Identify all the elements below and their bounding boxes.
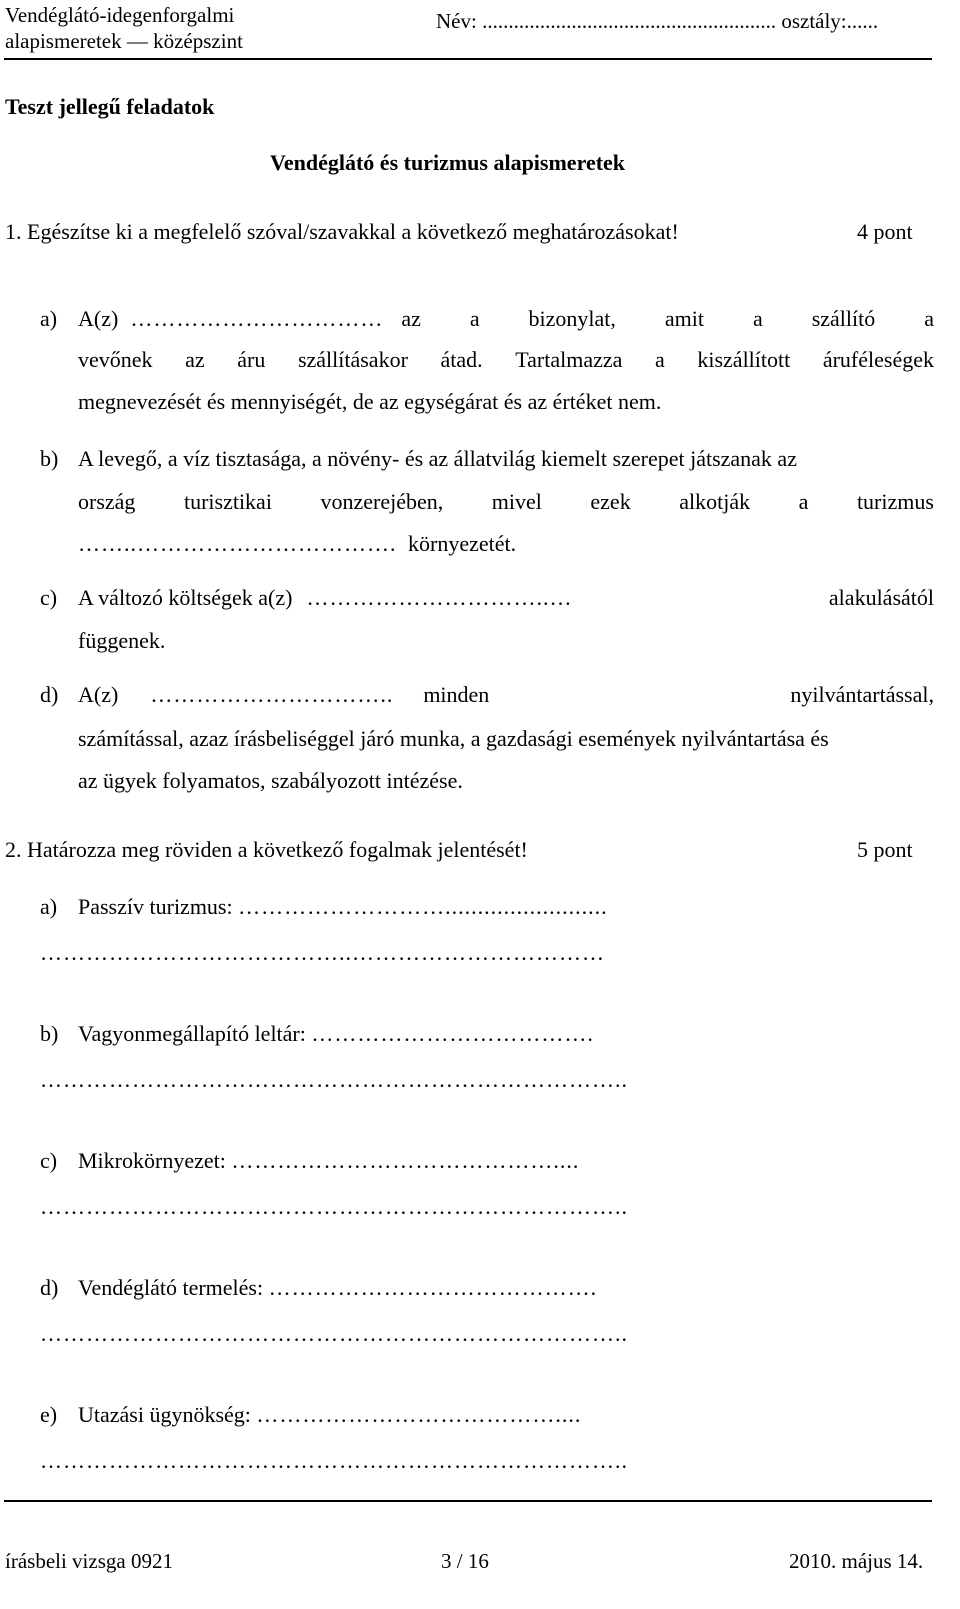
task2-e-label: e) [40, 1402, 58, 1427]
task2-a-line1 [78, 894, 934, 920]
footer-date: 2010. május 14. [789, 1549, 924, 1573]
task1-a-words1: az a bizonylat, amit a szállító a [401, 306, 934, 331]
header-subject-line1: Vendéglátó-idegenforgalmi [5, 3, 235, 27]
task2-c-term: Mikrokörnyezet: [78, 1148, 226, 1173]
task1-b-label: b) [40, 446, 59, 471]
header-rule [4, 58, 932, 60]
task1-a-blank[interactable]: …………………………… [130, 306, 384, 331]
footer-rule [4, 1500, 932, 1502]
task1-a-line2: vevőnek az áru szállításakor átad. Tartalmazza a kiszállított áruféleségek [78, 347, 934, 372]
task2-e-term: Utazási ügynökség: [78, 1402, 251, 1427]
header-subject [5, 2, 243, 54]
task1-points: 4 pont [857, 219, 913, 244]
task1-a-line1 [78, 306, 934, 332]
task2-e-line1 [78, 1402, 934, 1428]
task1-d-blank[interactable]: ………………………….. [150, 682, 394, 707]
task1-c-blank[interactable]: …………………………..… [306, 585, 573, 610]
task2-d-answer-1[interactable]: ……………………………………. [268, 1275, 598, 1300]
section-title: Teszt jellegű feladatok [5, 94, 215, 119]
task1-b-line3: ……..……………………………. környezetét. [78, 531, 517, 556]
task2-d-label: d) [40, 1275, 59, 1300]
task1-d-line3: az ügyek folyamatos, szabályozott intézése. [78, 768, 463, 793]
task2-prompt: 2. Határozza meg röviden a következő fogalmak jelentését! [5, 837, 528, 862]
task1-c-line1: A változó költségek a(z) …………………………..… alakulásától [78, 585, 934, 610]
task2-b-answer-2[interactable]: ………………………………………………………………….. [40, 1067, 628, 1092]
task2-c-answer-1[interactable]: …………………………………….... [231, 1148, 580, 1173]
task1-d-line1: A(z) ………………………….. minden nyilvántartással, [78, 682, 934, 707]
header-subject-line2: alapismeretek — középszint [5, 29, 243, 53]
task2-a-answer-2[interactable]: …………………………………..…………………………… [40, 940, 605, 965]
task1-b-line2: ország turisztikai vonzerejében, mivel ezek alkotják a turizmus [78, 489, 934, 514]
task2-points: 5 pont [857, 837, 913, 862]
task1-b-blank[interactable]: ……..……………………………. [78, 531, 397, 556]
task2-c-line1 [78, 1148, 934, 1174]
task1-a-line3: megnevezését és mennyiségét, de az egységárat és az értéket nem. [78, 389, 662, 414]
footer-page-number: 3 / 16 [441, 1549, 489, 1573]
task2-d-term: Vendéglátó termelés: [78, 1275, 264, 1300]
task2-b-answer-1[interactable]: ………………………………. [311, 1021, 594, 1046]
task2-b-label: b) [40, 1021, 59, 1046]
task2-e-answer-2[interactable]: ………………………………………………………………….. [40, 1448, 628, 1473]
subtitle: Vendéglátó és turizmus alapismeretek [270, 150, 626, 175]
task1-d-label: d) [40, 682, 59, 707]
task1-c-label: c) [40, 585, 58, 610]
task2-c-label: c) [40, 1148, 58, 1173]
task2-d-line1 [78, 1275, 934, 1301]
footer-exam-id: írásbeli vizsga 0921 [5, 1549, 173, 1573]
task1-a-start: A(z) [78, 306, 119, 331]
task2-a-answer-1[interactable]: ………………………......................... [238, 894, 608, 919]
task1-c-line2: függenek. [78, 628, 166, 653]
task1-d-line2: számítással, azaz írásbeliséggel járó munka, a gazdasági események nyilvántartása és [78, 726, 829, 751]
task1-b-line1: A levegő, a víz tisztasága, a növény- és az állatvilág kiemelt szerepet játszanak az [78, 446, 797, 471]
task2-b-term: Vagyonmegállapító leltár: [78, 1021, 306, 1046]
task2-a-term: Passzív turizmus: [78, 894, 233, 919]
task2-c-answer-2[interactable]: ………………………………………………………………….. [40, 1194, 628, 1219]
task2-b-line1 [78, 1021, 934, 1047]
task2-e-answer-1[interactable]: ………………………………….... [256, 1402, 582, 1427]
task1-a-label: a) [40, 306, 58, 331]
task2-a-label: a) [40, 894, 58, 919]
task2-d-answer-2[interactable]: ………………………………………………………………….. [40, 1321, 628, 1346]
header-name-field: Név: ........................................................ osztály:...... [436, 9, 879, 33]
task1-prompt: 1. Egészítse ki a megfelelő szóval/szavakkal a következő meghatározásokat! [5, 219, 679, 244]
